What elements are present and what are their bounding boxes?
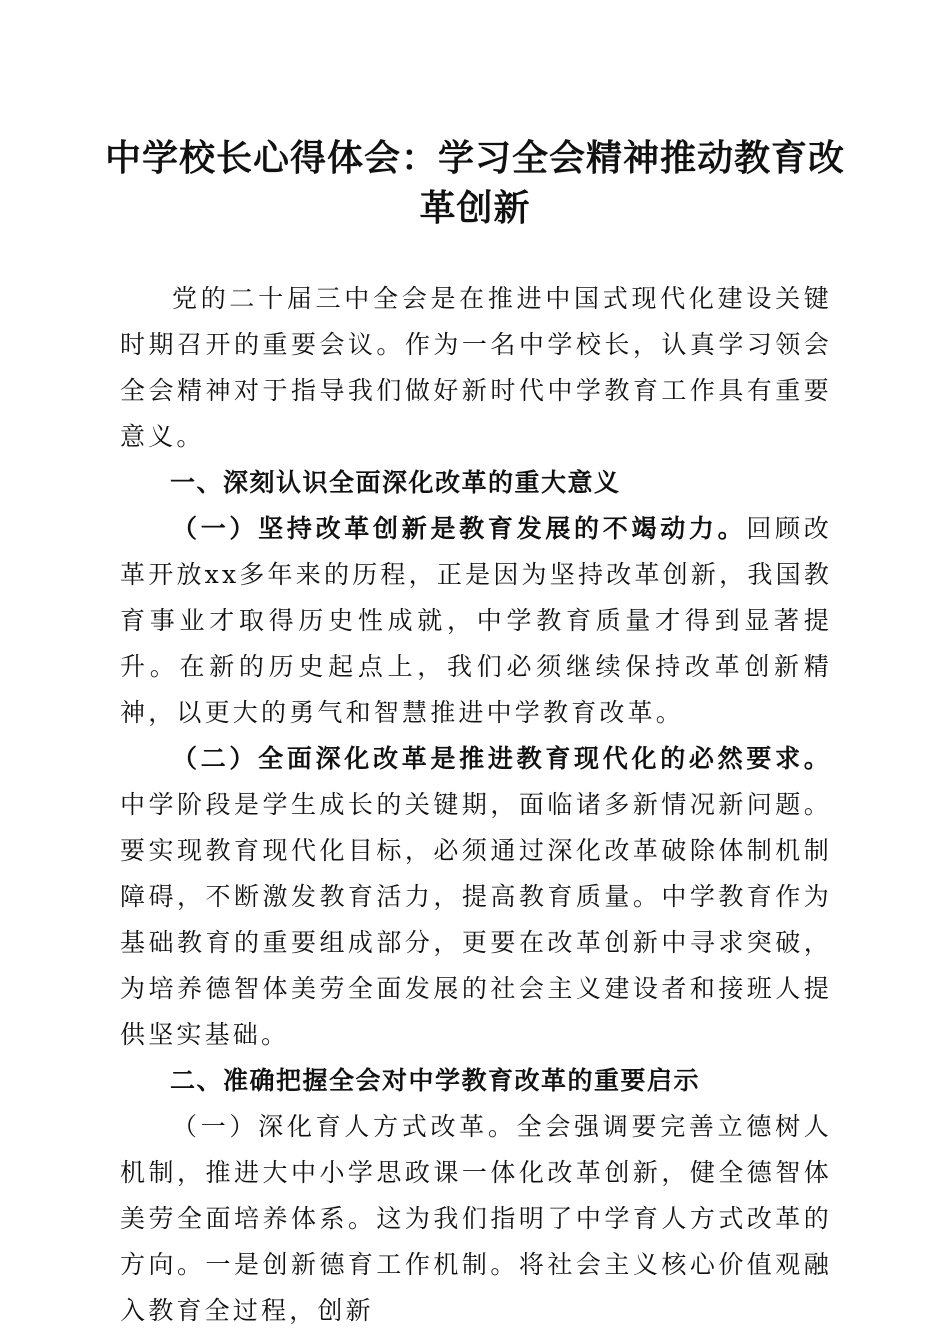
- section-heading-1: 一、深刻认识全面深化改革的重大意义: [170, 468, 621, 497]
- paragraph-1-2-lead: （二）全面深化改革是推进教育现代化的必然要求。: [172, 744, 832, 773]
- paragraph-1-1: [120, 506, 832, 736]
- paragraph-1-2: [120, 736, 832, 1058]
- intro-paragraph: 党的二十届三中全会是在推进中国式现代化建设关键时期召开的重要会议。作为一名中学校长，认真学习领会全会精神对于指导我们做好新时代中学教育工作具有重要意义。: [120, 284, 832, 451]
- paragraph-2-1: （一）深化育人方式改革。全会强调要完善立德树人机制，推进大中小学思政课一体化改革创新，健全德智体美劳全面培养体系。这为我们指明了中学育人方式改革的方向。一是创新德育工作机制。将社会主义核心价值观融入教育全过程，创新: [120, 1112, 832, 1325]
- paragraph-1-1-lead: （一）坚持改革创新是教育发展的不竭动力。: [172, 514, 747, 543]
- document-title: 中学校长心得体会：学习全会精神推动教育改革创新: [104, 137, 845, 229]
- document-body: [120, 276, 832, 1334]
- paragraph-1-1-text: 回顾改革开放xx多年来的历程，正是因为坚持改革创新，我国教育事业才取得历史性成就，中学教育质量才得到显著提升。在新的历史起点上，我们必须继续保持改革创新精神，以更大的勇气和智慧推进中学教育改革。: [120, 514, 832, 727]
- paragraph-1-2-text: 中学阶段是学生成长的关键期，面临诸多新情况新问题。要实现教育现代化目标，必须通过深化改革破除体制机制障碍，不断激发教育活力，提高教育质量。中学教育作为基础教育的重要组成部分，更要在改革创新中寻求突破，为培养德智体美劳全面发展的社会主义建设者和接班人提供坚实基础。: [120, 790, 832, 1049]
- section-heading-2: 二、准确把握全会对中学教育改革的重要启示: [170, 1066, 701, 1095]
